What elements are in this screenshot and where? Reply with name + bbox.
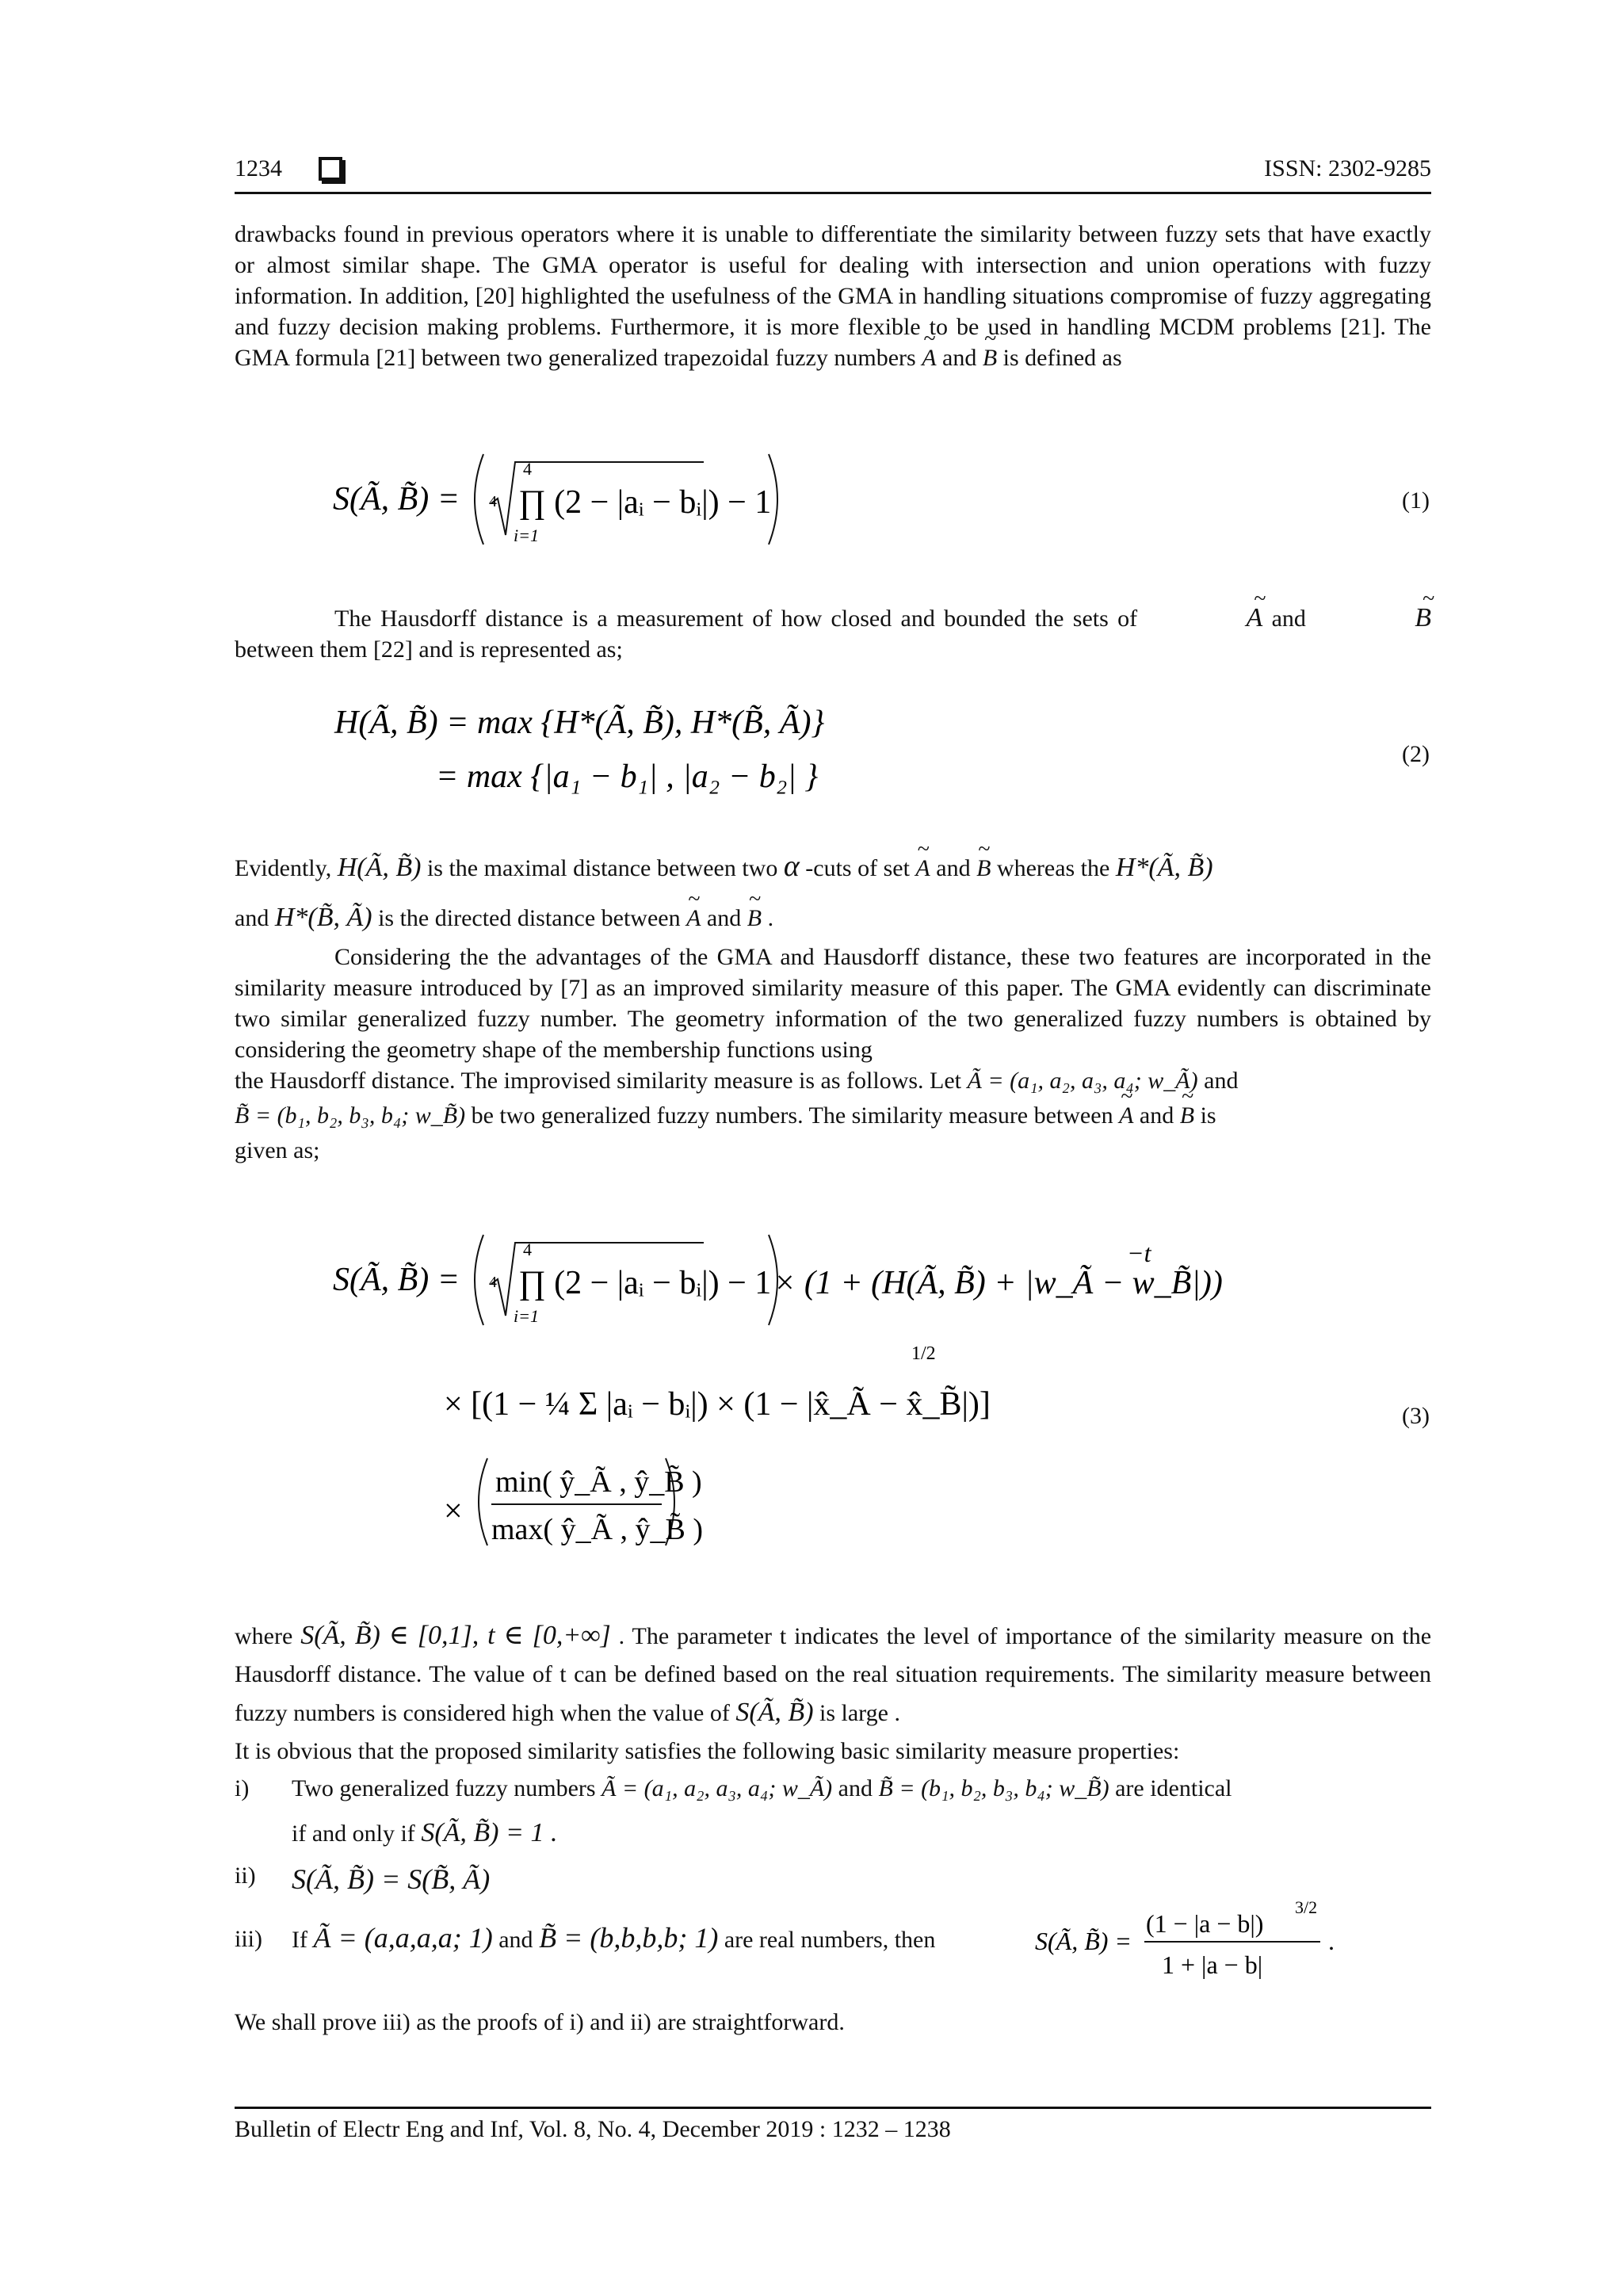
- svg-text:i=1: i=1: [514, 525, 539, 545]
- svg-text:4: 4: [523, 459, 532, 479]
- footer-rule: [235, 2107, 1431, 2109]
- paragraph-proof-intro: We shall prove iii) as the proofs of i) and ii) are straightforward.: [235, 2009, 845, 2035]
- header-left: [235, 155, 342, 182]
- svg-text:∏ (2 − |aᵢ − bᵢ|) − 1: ∏ (2 − |aᵢ − bᵢ|) − 1: [518, 1265, 772, 1301]
- paragraph-improved-measure-continued: the Hausdorff distance. The improvised similarity measure is as follows. Let Ã = (a₁, a₂, a₃, a₄; w_Ã) and B̃ = (b₁, b₂, b₃, b₄; w_B̃) be two generalized fuzzy numbers. The similarity measure between ~ A and ~ B is given as;: [235, 1064, 1431, 1168]
- svg-text:3/2: 3/2: [1295, 1897, 1318, 1917]
- page-header: [235, 155, 1431, 193]
- eq3-line2-exponent: 1/2: [911, 1343, 936, 1364]
- svg-text:.: .: [1328, 1927, 1335, 1955]
- svg-text:(1 − |a − b|): (1 − |a − b|): [1146, 1909, 1264, 1938]
- issn: ISSN: 2302-9285: [1264, 155, 1431, 181]
- equation-3-graphic: [325, 1221, 1236, 1569]
- header-rule: [235, 192, 1431, 194]
- eq2-line1: H(Ã, B̃) = max {H*(Ã, B̃), H*(B̃, Ã)}: [334, 705, 825, 741]
- svg-text:×: ×: [444, 1493, 463, 1530]
- svg-text:S(Ã, B̃) =: S(Ã, B̃) =: [333, 1262, 460, 1298]
- paragraph-hausdorff: The Hausdorff distance is a measurement of how closed and bounded the sets of ~ A and ~ B between them [22] and is represented as;: [235, 602, 1431, 665]
- equation-3-number: (3): [1402, 1403, 1430, 1429]
- eq3-min: min( ŷ_Ã , ŷ_B̃ ): [495, 1465, 702, 1499]
- paragraph-hausdorff-explanation: Evidently, H(Ã, B̃) is the maximal distance between two α -cuts of set ~ A and ~ B whereas the H*(Ã, B̃) and H*(B̃, Ã) is the directed distance between ~ A and ~ B .: [235, 842, 1431, 943]
- eq3-line2: × [(1 − ¼ Σ |aᵢ − bᵢ|) × (1 − |x̂_Ã − x̂_B̃|)]: [444, 1386, 991, 1423]
- equation-2-graphic: [325, 686, 880, 812]
- list-item: iii) If Ã = (a,a,a,a; 1) and B̃ = (b,b,b,b; 1) are real numbers, then S(Ã, B̃) = (1 − |a − b|) 3/2 1 + |a − b| .: [235, 1918, 1431, 1997]
- equation-2-number: (2): [1402, 741, 1430, 767]
- eq3-hausdorff-factor: × (1 + (H(Ã, B̃) + |w_Ã − w_B̃|)): [773, 1265, 1223, 1301]
- list-item: i) Two generalized fuzzy numbers Ã = (a₁, a₂, a₃, a₄; w_Ã) and B̃ = (b₁, b₂, b₃, b₄; w_B̃) are identical if and only if S(Ã, B̃) = 1 .: [235, 1775, 1232, 1847]
- paragraph-where: where S(Ã, B̃) ∈ [0,1], t ∈ [0,+∞] . The parameter t indicates the level of importance of the similarity measure on the Hausdorff distance. The value of t can be defined based on the real situation requirements. The similarity measure between fuzzy numbers is considered high when the value of S(Ã, B̃) is large .: [235, 1621, 1432, 1727]
- svg-text:S(Ã, B̃) =: S(Ã, B̃) =: [1035, 1927, 1132, 1955]
- equation-1-number: (1): [1402, 487, 1430, 514]
- svg-text:4: 4: [489, 493, 497, 510]
- svg-text:1 + |a − b|: 1 + |a − b|: [1162, 1950, 1263, 1979]
- equation-1-graphic: [325, 440, 800, 559]
- eq3-max: max( ŷ_Ã , ŷ_B̃ ): [491, 1513, 704, 1546]
- eq2-line2: = max {|a₁ − b₁| , |a₂ − b₂| }: [436, 758, 819, 795]
- svg-text:i=1: i=1: [514, 1306, 539, 1326]
- paragraph-gma: drawbacks found in previous operators where it is unable to differentiate the similarity between fuzzy sets that have exactly or almost similar shape. The GMA operator is useful for dealing with intersection and union operations with fuzzy information. In addition, [20] highlighted the usefulness of the GMA in handling situations compromise of fuzzy aggregating and fuzzy decision making problems. Furthermore, it is more flexible to be used in handling MCDM problems [21]. The GMA formula [21] between two generalized trapezoidal fuzzy numbers ~ A and ~ B is defined as: [235, 219, 1431, 373]
- square-bullet-icon: [319, 157, 342, 181]
- footer-citation: Bulletin of Electr Eng and Inf, Vol. 8, No. 4, December 2019 : 1232 – 1238: [235, 2116, 951, 2142]
- svg-text:4: 4: [523, 1240, 532, 1259]
- eq1-body: ∏ (2 − |aᵢ − bᵢ|) − 1: [518, 484, 772, 521]
- page-number: 1234: [235, 155, 282, 181]
- svg-text:4: 4: [489, 1274, 497, 1291]
- paragraph-properties-intro: It is obvious that the proposed similarity satisfies the following basic similarity measure properties:: [235, 1738, 1180, 1764]
- eq1-lhs: S(Ã, B̃) =: [333, 481, 460, 518]
- property-iii-formula: [1035, 1897, 1392, 1992]
- eq3-exponent: −t: [1127, 1239, 1151, 1267]
- paragraph-improved-measure: Considering the the advantages of the GMA and Hausdorff distance, these two features are incorporated in the similarity measure introduced by [7] as an improved similarity measure of this paper. The GMA evidently can discriminate two similar generalized fuzzy number. The geometry information of the two generalized fuzzy numbers is obtained by considering the geometry shape of the membership functions using: [235, 944, 1431, 1063]
- list-item: ii) S(Ã, B̃) = S(B̃, Ã): [235, 1862, 491, 1895]
